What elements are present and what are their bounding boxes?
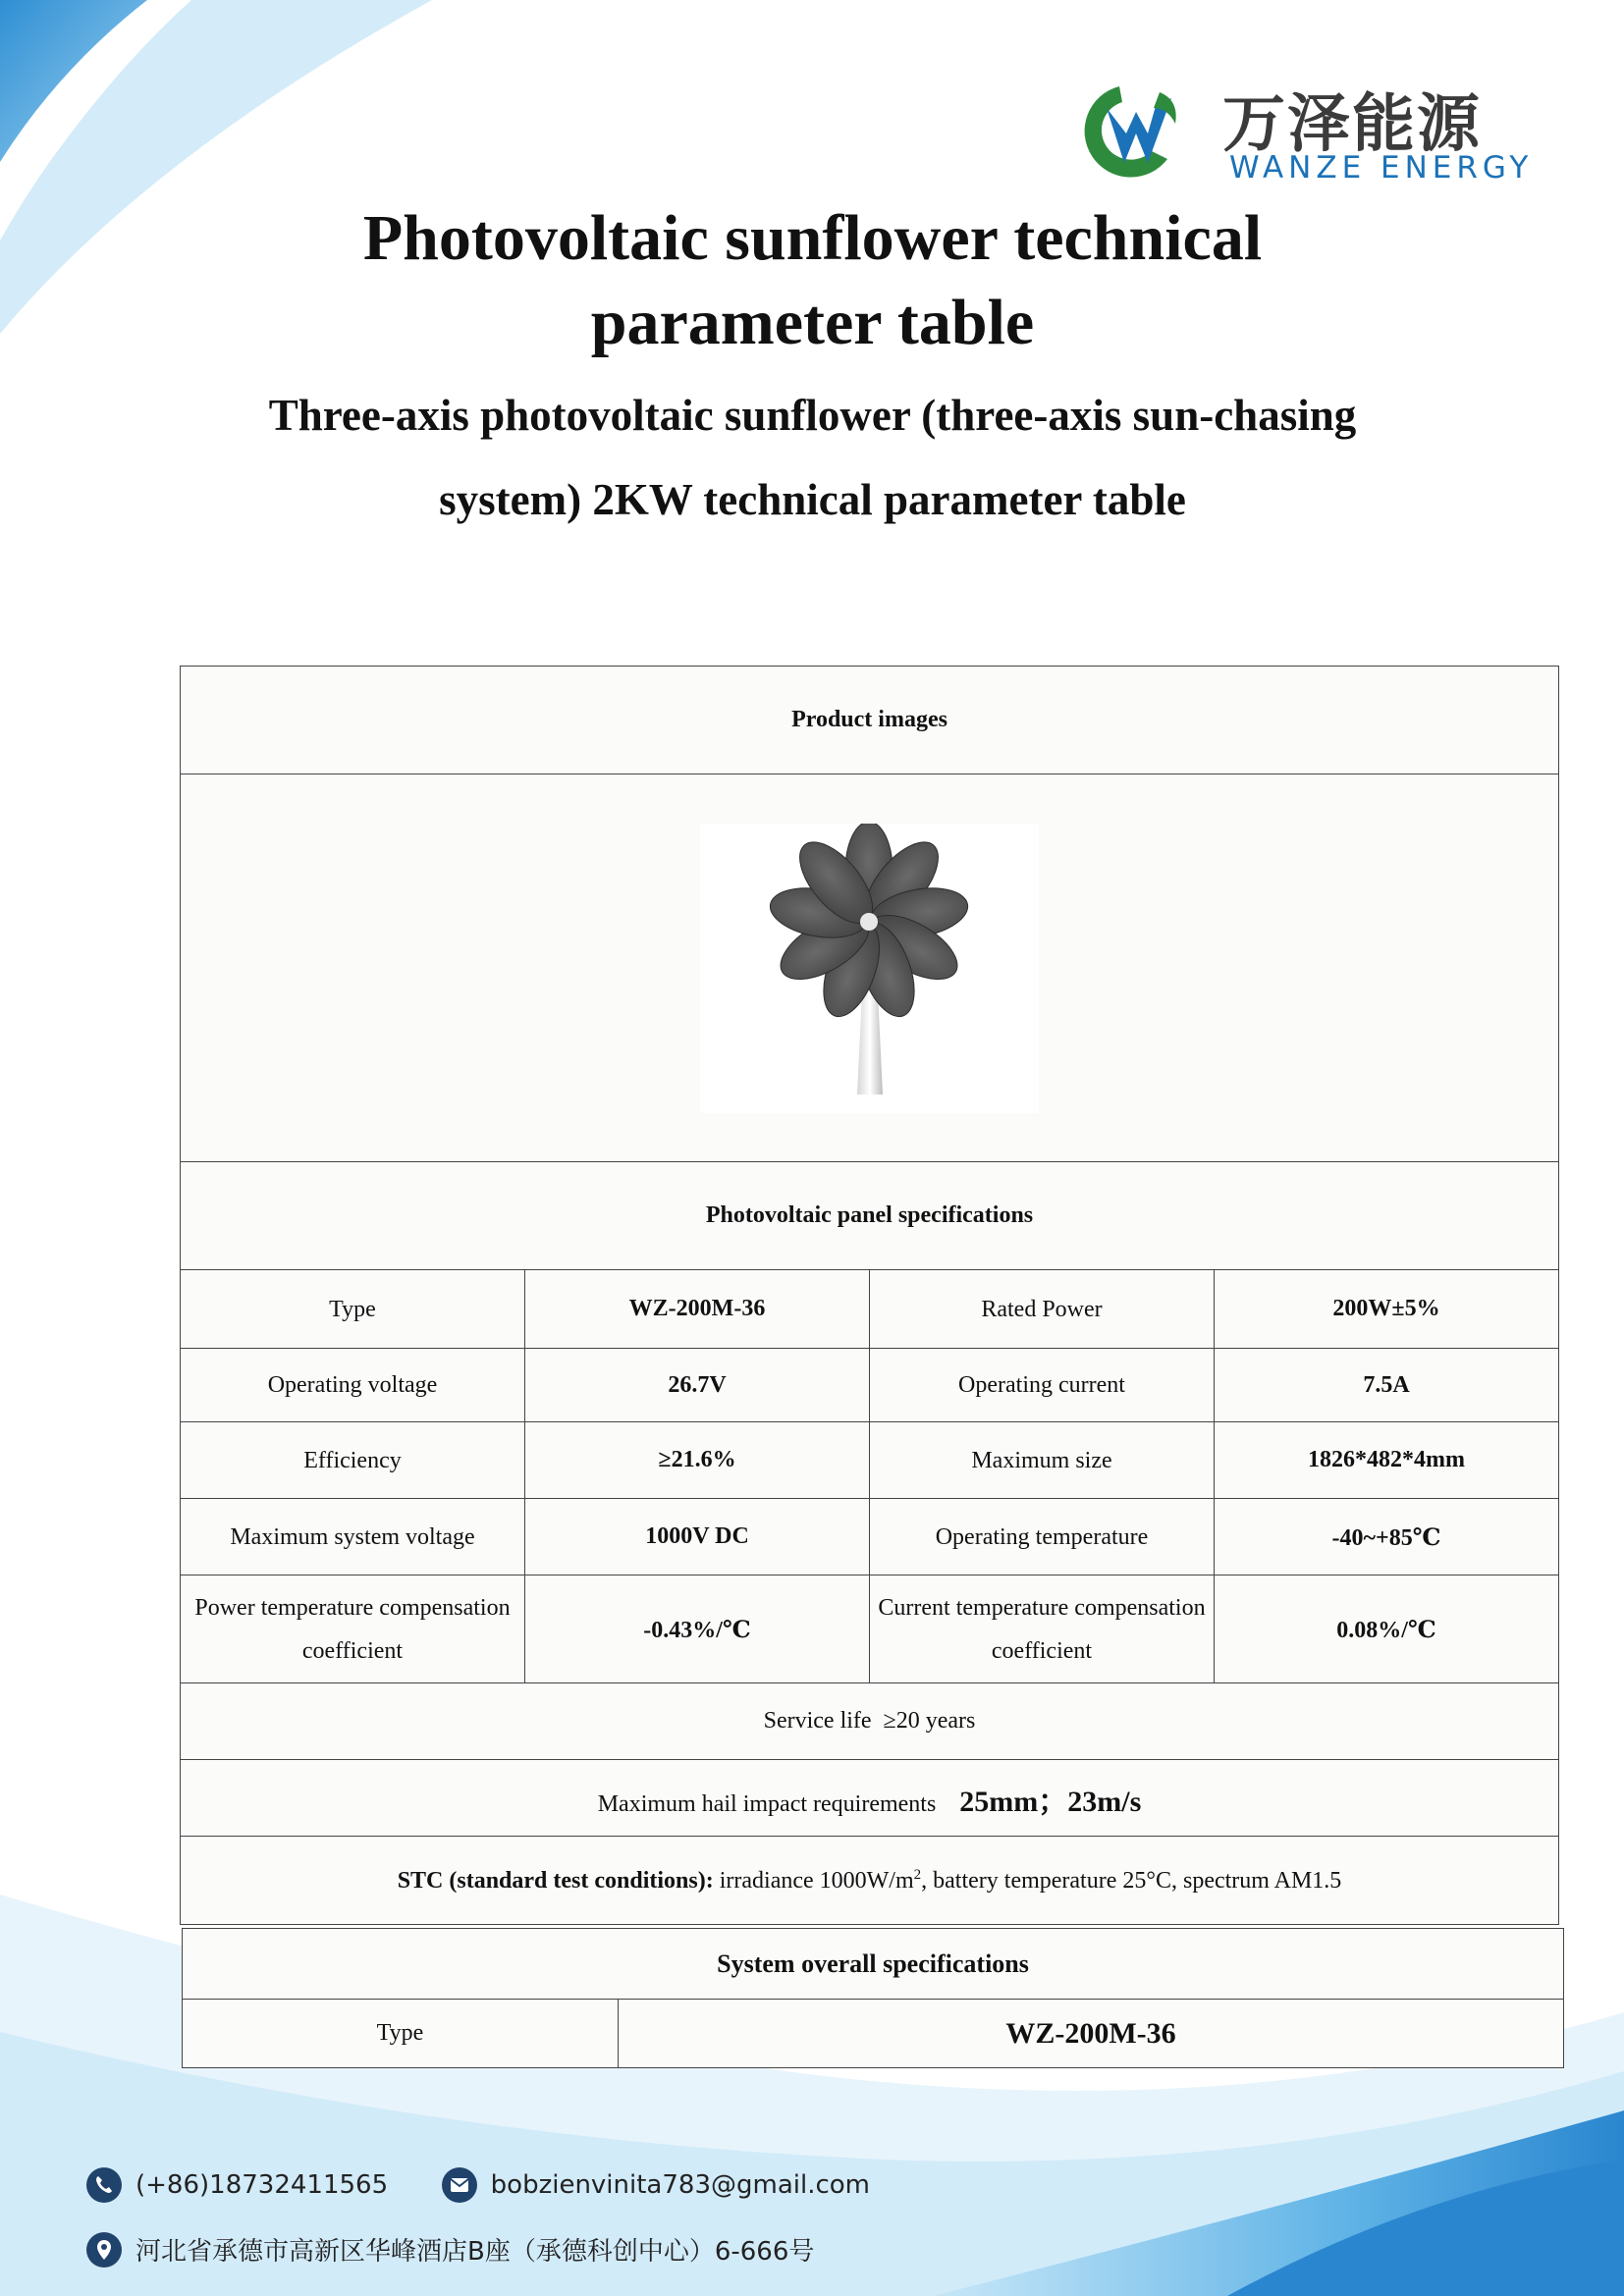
table-row <box>181 1575 1559 1683</box>
system-type-label: Type <box>183 2000 619 2068</box>
spec-value: 1000V DC <box>525 1499 870 1575</box>
system-type-value: WZ-200M-36 <box>619 2000 1564 2068</box>
hail-cell <box>181 1760 1559 1837</box>
spec-value: ≥21.6% <box>525 1422 870 1499</box>
system-specs-table <box>182 1928 1564 2068</box>
system-specs-heading: System overall specifications <box>183 1929 1564 2000</box>
stc-superscript: 2 <box>913 1866 922 1883</box>
spec-label: Operating temperature <box>870 1499 1215 1575</box>
sunflower-solar-tree-icon <box>700 824 1039 1113</box>
product-image <box>700 824 1039 1113</box>
phone-number[interactable]: (+86)18732411565 <box>135 2170 389 2200</box>
table-row <box>181 1270 1559 1349</box>
system-specs-header-row <box>183 1929 1564 2000</box>
hail-row <box>181 1760 1559 1837</box>
location-icon <box>86 2232 122 2268</box>
spec-value: -0.43%/℃ <box>525 1575 870 1683</box>
spec-label: Current temperature compensation coefficient <box>870 1575 1215 1683</box>
spec-value: -40~+85℃ <box>1215 1499 1559 1575</box>
email-address[interactable]: bobzienvinita783@gmail.com <box>490 2170 870 2200</box>
stc-row <box>181 1837 1559 1925</box>
hail-label: Maximum hail impact requirements <box>597 1790 937 1817</box>
page-title: Photovoltaic sunflower technical parameter table <box>362 202 1263 358</box>
stc-text-irradiance: irradiance 1000W/m <box>713 1867 914 1894</box>
spec-value: 26.7V <box>525 1349 870 1422</box>
spec-value: 7.5A <box>1215 1349 1559 1422</box>
spec-label: Rated Power <box>870 1270 1215 1349</box>
spec-label: Operating current <box>870 1349 1215 1422</box>
logo-english-name: WANZE ENERGY <box>1229 150 1534 186</box>
stc-text-conditions: , battery temperature 25°C, spectrum AM1.5 <box>921 1867 1342 1894</box>
phone-icon <box>86 2167 122 2203</box>
service-life-text: Service life ≥20 years <box>181 1683 1559 1760</box>
table-row <box>181 1499 1559 1575</box>
panel-specs-header-row <box>181 1162 1559 1270</box>
service-life-row <box>181 1683 1559 1760</box>
spec-value: WZ-200M-36 <box>525 1270 870 1349</box>
contact-line-phone-email <box>86 2167 870 2203</box>
logo-mark-icon <box>1065 79 1193 187</box>
spec-label: Operating voltage <box>181 1349 525 1422</box>
product-image-row <box>181 774 1559 1162</box>
email-icon <box>442 2167 477 2203</box>
company-logo <box>1065 74 1534 191</box>
spec-label: Maximum system voltage <box>181 1499 525 1575</box>
spec-label: Power temperature compensation coefficient <box>181 1575 525 1683</box>
spec-label: Type <box>181 1270 525 1349</box>
logo-chinese-name: 万泽能源 <box>1222 88 1482 161</box>
table-row <box>181 1349 1559 1422</box>
product-image-cell <box>181 774 1559 1162</box>
spec-label: Maximum size <box>870 1422 1215 1499</box>
contact-line-address <box>86 2231 814 2268</box>
product-images-header-row <box>181 667 1559 774</box>
spec-value: 200W±5% <box>1215 1270 1559 1349</box>
spec-label: Efficiency <box>181 1422 525 1499</box>
table-row <box>183 2000 1564 2068</box>
spec-table <box>180 666 1559 1925</box>
hail-value: 25mm；23m/s <box>959 1785 1142 1818</box>
stc-label: STC (standard test conditions): <box>397 1867 714 1894</box>
panel-specs-heading: Photovoltaic panel specifications <box>181 1162 1559 1270</box>
address-text: 河北省承德市高新区华峰酒店B座（承德科创中心）6-666号 <box>135 2237 815 2267</box>
table-row <box>181 1422 1559 1499</box>
spec-value: 1826*482*4mm <box>1215 1422 1559 1499</box>
product-images-heading: Product images <box>181 667 1559 774</box>
spec-value: 0.08%/℃ <box>1215 1575 1559 1683</box>
page-subtitle: Three-axis photovoltaic sunflower (three-axis sun-chasing system) 2KW technical parameter table <box>268 391 1357 524</box>
stc-cell <box>181 1837 1559 1925</box>
